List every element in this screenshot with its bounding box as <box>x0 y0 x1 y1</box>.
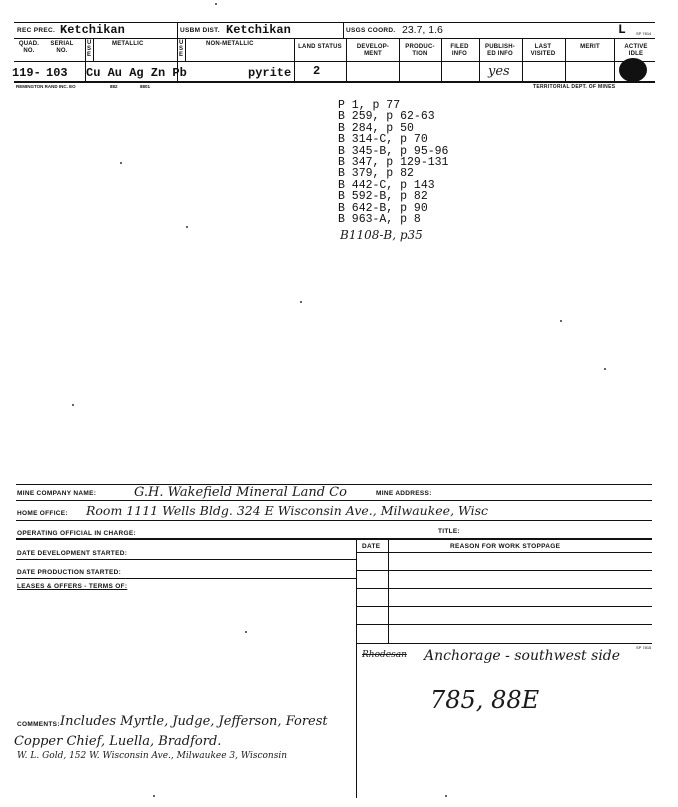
form-number: SP 7814 <box>636 31 652 36</box>
comments-line-3: W. L. Gold, 152 W. Wisconsin Ave., Milwaukee 3, Wisconsin <box>17 751 288 761</box>
col-last-visited: LAST VISITED <box>530 44 556 57</box>
date-col-label: DATE <box>362 543 381 550</box>
home-office-label: HOME OFFICE: <box>17 510 68 517</box>
col-published-info: PUBLISH- ED INFO <box>485 44 515 57</box>
reference-item: B 642-B, p 90 <box>338 201 428 215</box>
header-row-rule <box>14 61 655 62</box>
reference-item: B 592-B, p 82 <box>338 190 428 204</box>
mine-address-label: MINE ADDRESS: <box>376 490 432 497</box>
dev-started-label: DATE DEVELOPMENT STARTED: <box>17 550 128 557</box>
usbm-dist-value: Ketchikan <box>226 23 291 37</box>
usgs-coord-label: USGS COORD. <box>346 27 396 34</box>
printer-line: REMINGTON RAND INC. EO <box>16 84 76 89</box>
printer-code-2: 8801 <box>140 84 151 89</box>
reference-item: B 314-C, p 70 <box>338 133 428 147</box>
handwritten-reference: B1108-B, p35 <box>340 228 423 242</box>
prod-started-label: DATE PRODUCTION STARTED: <box>17 569 122 576</box>
reference-item: B 347, p 129-131 <box>338 156 449 170</box>
usbm-dist-label: USBM DIST. <box>180 27 220 34</box>
row-land-status: 2 <box>313 64 321 78</box>
reference-item: B 345-B, p 95-96 <box>338 144 449 158</box>
col-metallic-u: U S E <box>87 40 92 58</box>
col-serial-no: SERIAL NO. <box>50 41 74 54</box>
printer-code-1: 882 <box>110 84 118 89</box>
comments-label: COMMENTS: <box>17 721 60 728</box>
header-bottom-rule <box>14 81 655 83</box>
row-quad: 119- <box>12 66 41 80</box>
mine-company-label: MINE COMPANY NAME: <box>17 490 97 497</box>
card-letter: L <box>618 22 626 37</box>
col-merit: MERIT <box>580 44 600 50</box>
territorial-dept: TERRITORIAL DEPT. OF MINES <box>533 84 616 90</box>
comments-line-1: Includes Myrtle, Judge, Jefferson, Forest <box>60 714 328 729</box>
reference-item: B 284, p 50 <box>338 121 414 135</box>
mine-company-value: G.H. Wakefield Mineral Land Co <box>134 485 347 500</box>
coordinate-note: 785, 88E <box>430 686 540 714</box>
rec-prec-value: Ketchikan <box>60 23 125 37</box>
row-serial: 103 <box>46 66 68 80</box>
reference-list <box>338 100 448 225</box>
comments-line-2: Copper Chief, Luella, Bradford. <box>14 734 222 749</box>
active-ink-blot <box>619 58 647 82</box>
col-land-status: LAND STATUS <box>298 44 342 50</box>
col-production: PRODUC- TION <box>405 44 435 57</box>
reference-item: P 1, p 77 <box>338 99 401 112</box>
col-development: DEVELOP- MENT <box>356 44 390 57</box>
header-divider <box>14 38 655 39</box>
row-metallic: Cu Au Ag Zn Pb <box>86 66 187 80</box>
reference-item: B 963-A, p 8 <box>338 213 421 227</box>
reference-item: B 442-C, p 143 <box>338 178 435 192</box>
col-quad-no: QUAD. NO. <box>18 41 40 54</box>
col-metallic: METALLIC <box>112 41 144 47</box>
location-note: Anchorage - southwest side <box>424 648 621 664</box>
operating-official-label: OPERATING OFFICIAL IN CHARGE: <box>17 530 136 537</box>
leases-label: LEASES & OFFERS - TERMS OF: <box>17 583 128 590</box>
col-active-idle: ACTIVE IDLE <box>624 44 648 57</box>
usgs-coord-value: 23.7, 1.6 <box>402 24 443 36</box>
home-office-value: Room 1111 Wells Bldg. 324 E Wisconsin Ave., Milwaukee, Wisc <box>86 503 489 518</box>
col-non-metallic: NON-METALLIC <box>206 41 254 47</box>
row-non-metallic: pyrite <box>248 66 292 80</box>
reference-item: B 379, p 82 <box>338 167 414 181</box>
col-filed-info: FILED INFO <box>450 44 469 57</box>
rec-prec-label: REC PREC. <box>17 27 56 34</box>
title-label: TITLE: <box>438 528 461 535</box>
location-form-no: SP 7815 <box>636 645 652 650</box>
reason-col-label: REASON FOR WORK STOPPAGE <box>450 543 561 550</box>
col-nonmetallic-u: U S E <box>179 40 184 58</box>
row-published-info: yes <box>488 64 510 79</box>
reference-item: B 259, p 62-63 <box>338 110 435 124</box>
location-note-strike: Rhodesan <box>362 650 407 660</box>
